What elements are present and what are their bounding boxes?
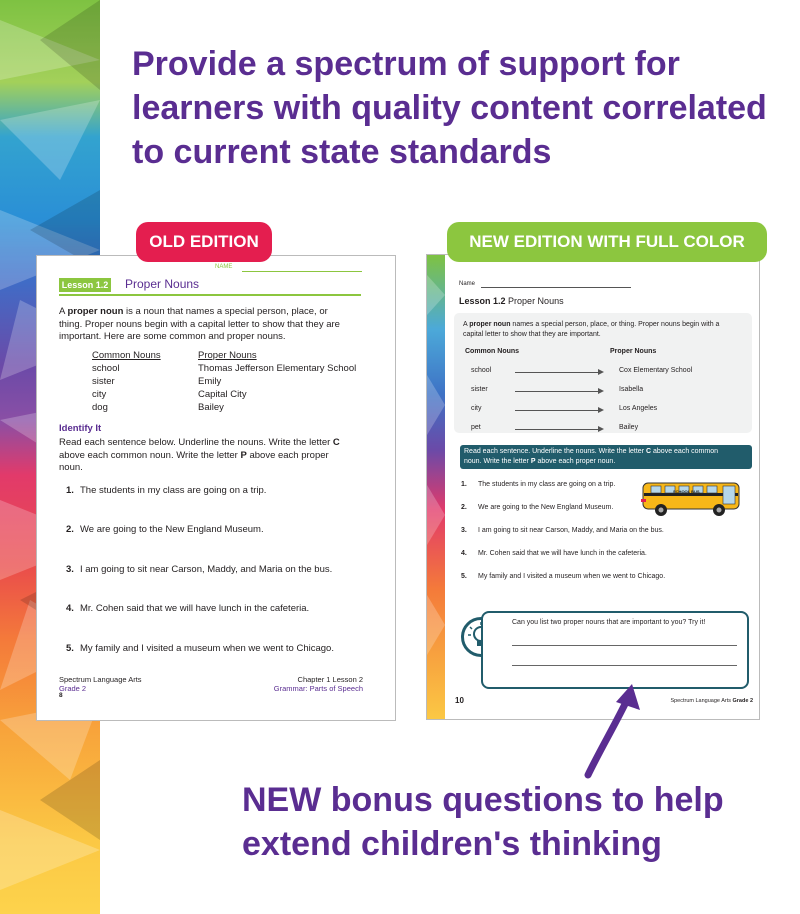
intro-line3: important. Here are some common and proper nouns. xyxy=(59,331,286,342)
name-line xyxy=(242,271,362,272)
name-label: Name xyxy=(459,281,476,287)
common-noun: city xyxy=(92,389,107,400)
footer-right xyxy=(670,698,753,704)
proper-noun: Bailey xyxy=(619,424,639,431)
sentence-number: 4. xyxy=(66,603,74,614)
col-common-heading: Common Nouns xyxy=(92,350,161,361)
lesson-title: Proper Nouns xyxy=(508,296,564,306)
sentence-number: 3. xyxy=(461,527,467,534)
intro-a: A xyxy=(59,306,65,317)
sentence-number: 2. xyxy=(461,504,467,511)
instruction-bar xyxy=(460,445,752,469)
common-noun: city xyxy=(471,405,482,412)
school-bus-icon xyxy=(641,477,743,519)
proper-noun: Los Angeles xyxy=(619,405,658,412)
footer-left-2: Grade 2 xyxy=(59,684,87,693)
lesson-title: Proper Nouns xyxy=(125,277,200,291)
arrow-line xyxy=(515,372,599,373)
arrow-icon xyxy=(598,369,604,375)
intro-rest: is a noun that names a special person, place, or xyxy=(126,306,328,317)
arrow-icon xyxy=(598,407,604,413)
lesson-number: Lesson 1.2 xyxy=(459,296,506,306)
lesson-badge: Lesson 1.2 xyxy=(59,278,111,292)
intro-bold: proper noun xyxy=(469,321,511,328)
intro-rest: names a special person, place, or thing. Proper nouns begin with a xyxy=(512,321,720,328)
proper-noun: Bailey xyxy=(198,402,224,413)
new-edition-page xyxy=(426,254,760,720)
common-noun: dog xyxy=(92,402,108,413)
proper-noun: Cox Elementary School xyxy=(619,367,693,374)
sentence-text: The students in my class are going on a trip. xyxy=(478,481,616,488)
sentence-number: 4. xyxy=(461,550,467,557)
sentence-number: 5. xyxy=(66,643,74,654)
instr-c: C xyxy=(332,437,340,448)
sentence-text: We are going to the New England Museum. xyxy=(478,504,614,511)
sentence-text: I am going to sit near Carson, Maddy, and Maria on the bus. xyxy=(478,527,664,534)
footer-right-a: Spectrum Language Arts xyxy=(670,698,731,704)
instr-line1: Read each sentence below. Underline the nouns. Write the letter xyxy=(59,437,331,448)
common-noun: sister xyxy=(471,386,488,393)
intro-line2: thing. Proper nouns begin with a capital letter to show that they are xyxy=(59,318,340,330)
answer-line xyxy=(512,645,737,646)
sentence-number: 2. xyxy=(66,524,74,535)
instr-line3: noun. xyxy=(59,462,83,473)
footer-right-b: Grade 2 xyxy=(732,698,753,704)
instr-line1: Read each sentence. Underline the nouns. Write the letter xyxy=(464,448,645,455)
intro-line2: capital letter to show that they are important. xyxy=(463,331,601,338)
col-common-heading: Common Nouns xyxy=(465,348,520,355)
old-edition-page xyxy=(36,255,396,721)
instr-line1b: above each common xyxy=(653,448,718,455)
footer-right-1: Chapter 1 Lesson 2 xyxy=(297,675,363,684)
arrow-icon xyxy=(598,388,604,394)
common-noun: pet xyxy=(471,424,481,431)
sentence-text: The students in my class are going on a trip. xyxy=(80,485,267,496)
common-noun: school xyxy=(92,363,120,374)
intro-paragraph xyxy=(463,320,753,340)
old-edition-label: OLD EDITION xyxy=(136,222,272,262)
arrow-icon xyxy=(598,426,604,432)
proper-noun: Isabella xyxy=(619,386,644,393)
headline: Provide a spectrum of support for learners with quality content correlated to current state standards xyxy=(132,45,767,171)
instr-line2b: above each proper xyxy=(249,449,329,461)
sentence-text: Mr. Cohen said that we will have lunch in the cafeteria. xyxy=(478,550,647,557)
answer-line xyxy=(512,665,737,666)
instr-line2: noun. Write the letter xyxy=(464,458,529,465)
footer-right-2: Grammar: Parts of Speech xyxy=(273,684,363,693)
arrow-line xyxy=(515,429,599,430)
name-line xyxy=(481,287,631,288)
instr-line2b: above each proper noun. xyxy=(537,458,616,465)
identify-instructions xyxy=(59,437,379,475)
sentence-number: 1. xyxy=(461,481,467,488)
proper-noun: Emily xyxy=(198,376,222,387)
common-noun: school xyxy=(471,367,492,374)
identify-heading: Identify It xyxy=(59,423,102,434)
col-proper-heading: Proper Nouns xyxy=(198,350,257,361)
bonus-question: Can you list two proper nouns that are important to you? Try it! xyxy=(512,619,706,626)
intro-a: A xyxy=(463,321,468,328)
sentence-text: We are going to the New England Museum. xyxy=(80,524,264,535)
proper-noun: Capital City xyxy=(198,389,247,400)
intro-paragraph xyxy=(59,306,379,344)
sentence-text: My family and I visited a museum when we went to Chicago. xyxy=(80,643,334,654)
name-label: NAME xyxy=(215,264,233,270)
footer-left-1: Spectrum Language Arts xyxy=(59,675,142,684)
page-number: 8 xyxy=(59,692,63,699)
title-rule xyxy=(59,294,361,296)
common-noun: sister xyxy=(92,376,115,387)
arrow-line xyxy=(515,410,599,411)
instr-p: P xyxy=(240,449,247,461)
lesson-heading xyxy=(459,296,564,306)
intro-bold: proper noun xyxy=(67,306,124,317)
sentence-number: 1. xyxy=(66,485,74,496)
sentence-number: 5. xyxy=(461,573,467,580)
sentence-text: I am going to sit near Carson, Maddy, and Maria on the bus. xyxy=(80,564,333,575)
color-bar xyxy=(427,255,445,719)
page-number: 10 xyxy=(455,696,464,705)
arrow-line xyxy=(515,391,599,392)
col-proper-heading: Proper Nouns xyxy=(610,348,657,355)
bus-label: SCHOOL BUS xyxy=(673,489,700,494)
sentence-text: Mr. Cohen said that we will have lunch in the cafeteria. xyxy=(80,603,310,614)
bonus-headline: NEW bonus questions to help extend children's thinking xyxy=(242,781,724,863)
instr-p: P xyxy=(530,458,536,465)
sentence-number: 3. xyxy=(66,564,74,575)
instr-c: C xyxy=(646,448,652,455)
instr-line2: above each common noun. Write the letter xyxy=(59,449,238,461)
new-edition-label: NEW EDITION WITH FULL COLOR xyxy=(447,222,767,262)
proper-noun: Thomas Jefferson Elementary School xyxy=(198,363,357,374)
curved-arrow-icon xyxy=(570,680,650,780)
sentence-text: My family and I visited a museum when we went to Chicago. xyxy=(478,573,666,580)
